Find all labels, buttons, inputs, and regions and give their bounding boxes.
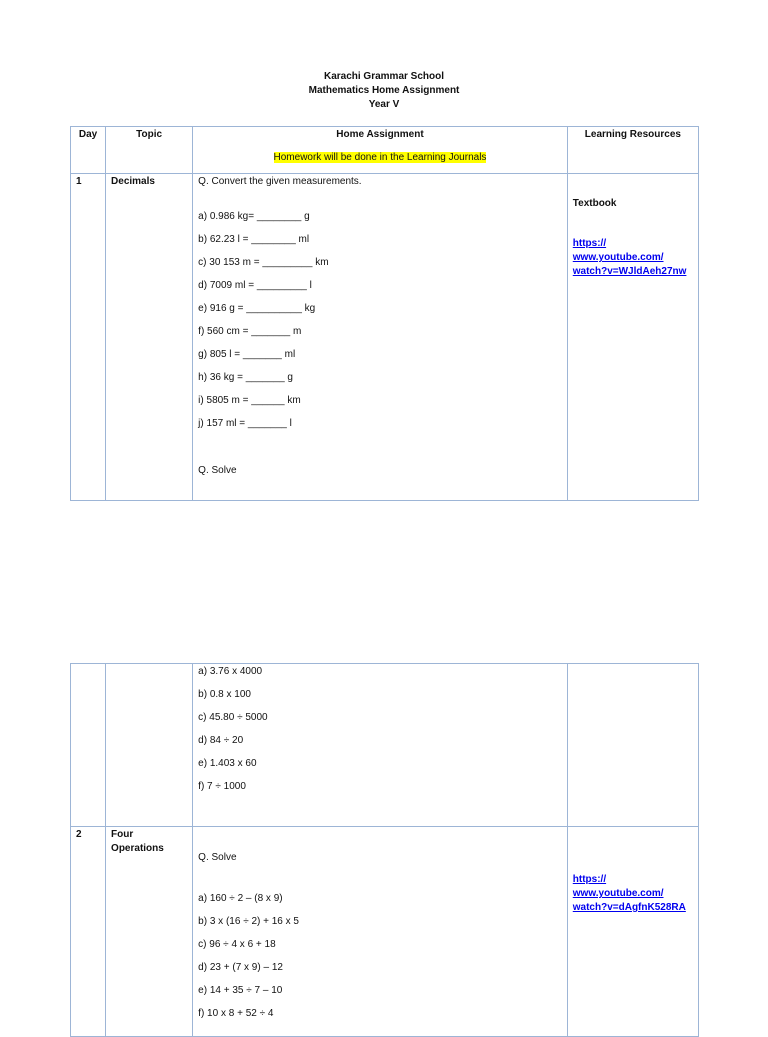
question-solve: Q. Solve bbox=[198, 852, 237, 863]
operation-item: c) 96 ÷ 4 x 6 + 18 bbox=[198, 939, 276, 950]
link-line[interactable]: https:// bbox=[572, 238, 607, 249]
conversion-item: g) 805 l = _______ ml bbox=[198, 349, 296, 360]
topic-line: Operations bbox=[111, 843, 164, 854]
solve-item: e) 1.403 x 60 bbox=[198, 758, 257, 769]
day-1-topic: Decimals bbox=[106, 174, 193, 501]
school-name: Karachi Grammar School bbox=[323, 71, 445, 82]
home-assignment-label: Home Assignment bbox=[336, 129, 424, 140]
year-label: Year V bbox=[368, 99, 400, 110]
column-header-topic: Topic bbox=[106, 127, 193, 174]
conversion-item: f) 560 cm = _______ m bbox=[198, 326, 302, 337]
textbook-label: Textbook bbox=[572, 198, 617, 209]
conversion-item: d) 7009 ml = _________ l bbox=[198, 280, 312, 291]
conversion-item: b) 62.23 l = ________ ml bbox=[198, 234, 310, 245]
topic-line: Four bbox=[111, 829, 134, 840]
continued-assignment bbox=[193, 664, 568, 827]
youtube-link-2[interactable] bbox=[573, 873, 693, 915]
continued-row bbox=[71, 664, 699, 827]
column-header-resources: Learning Resources bbox=[567, 127, 698, 174]
link-line[interactable]: watch?v=dAgfnK528RA bbox=[572, 902, 686, 913]
document-header bbox=[0, 70, 768, 112]
operation-item: b) 3 x (16 ÷ 2) + 16 x 5 bbox=[198, 916, 299, 927]
link-line[interactable]: https:// bbox=[572, 874, 607, 885]
conversion-item: j) 157 ml = _______ l bbox=[198, 418, 292, 429]
question-solve: Q. Solve bbox=[198, 465, 237, 476]
solve-item: d) 84 ÷ 20 bbox=[198, 735, 244, 746]
youtube-link-1[interactable] bbox=[573, 237, 693, 279]
link-line[interactable]: www.youtube.com/ bbox=[572, 252, 664, 263]
assignment-table bbox=[70, 126, 699, 501]
day-2-number: 2 bbox=[71, 827, 106, 1037]
day-2-topic bbox=[106, 827, 193, 1037]
header-row bbox=[71, 127, 699, 174]
operation-item: e) 14 + 35 ÷ 7 – 10 bbox=[198, 985, 283, 996]
day-2-row bbox=[71, 827, 699, 1037]
solve-item: c) 45.80 ÷ 5000 bbox=[198, 712, 268, 723]
assignment-table-continued bbox=[70, 663, 699, 1037]
column-header-day: Day bbox=[71, 127, 106, 174]
day-2-resources bbox=[567, 827, 698, 1037]
empty-topic-cell bbox=[106, 664, 193, 827]
empty-day-cell bbox=[71, 664, 106, 827]
assignment-title: Mathematics Home Assignment bbox=[308, 85, 460, 96]
question-convert: Q. Convert the given measurements. bbox=[198, 176, 362, 187]
solve-item: f) 7 ÷ 1000 bbox=[198, 781, 246, 792]
conversion-item: e) 916 g = __________ kg bbox=[198, 303, 316, 314]
conversion-item: h) 36 kg = _______ g bbox=[198, 372, 293, 383]
operation-item: f) 10 x 8 + 52 ÷ 4 bbox=[198, 1008, 274, 1019]
conversion-item: i) 5805 m = ______ km bbox=[198, 395, 301, 406]
day-2-assignment bbox=[193, 827, 568, 1037]
operation-item: a) 160 ÷ 2 – (8 x 9) bbox=[198, 893, 283, 904]
column-header-assignment bbox=[193, 127, 568, 174]
day-1-row bbox=[71, 174, 699, 501]
operation-item: d) 23 + (7 x 9) – 12 bbox=[198, 962, 283, 973]
day-1-number: 1 bbox=[71, 174, 106, 501]
journal-note: Homework will be done in the Learning Journals bbox=[273, 152, 487, 163]
solve-item: a) 3.76 x 4000 bbox=[198, 666, 263, 677]
link-line[interactable]: watch?v=WJldAeh27nw bbox=[572, 266, 687, 277]
empty-resources-cell bbox=[567, 664, 698, 827]
day-1-assignment bbox=[193, 174, 568, 501]
conversion-item: a) 0.986 kg= ________ g bbox=[198, 211, 310, 222]
conversion-item: c) 30 153 m = _________ km bbox=[198, 257, 329, 268]
solve-item: b) 0.8 x 100 bbox=[198, 689, 251, 700]
day-1-resources bbox=[567, 174, 698, 501]
link-line[interactable]: www.youtube.com/ bbox=[572, 888, 664, 899]
